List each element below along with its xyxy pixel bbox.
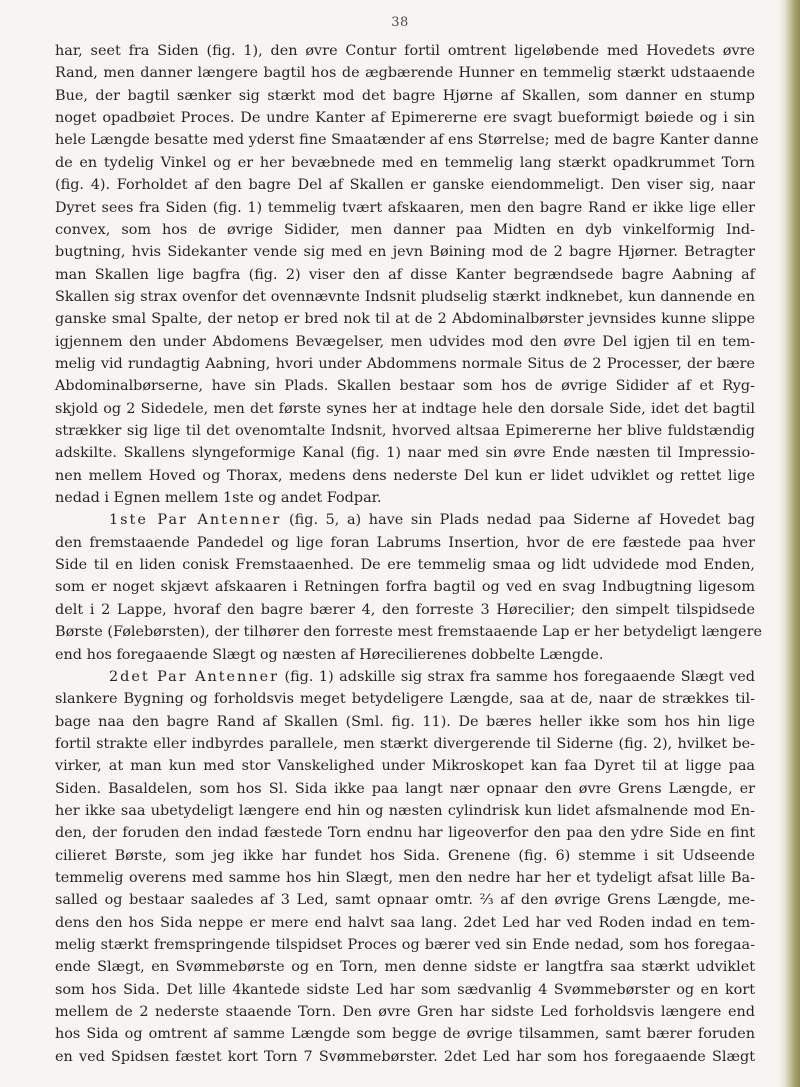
text-line: mellem de 2 nederste staaende Torn. Den øvre Gren har sidste Led forholdsvis længere end (55, 1004, 755, 1021)
paragraph-start (109, 509, 755, 531)
paragraph-start (109, 666, 755, 688)
text-line: hos Sida og omtrent af samme Længde som begge de øvrige tilsammen, samt bærer foruden (55, 1026, 755, 1043)
text-line: som hos Sida. Det lille 4kantede sidste Led har som sædvanlig 4 Svømmebørster og en kort (55, 981, 755, 998)
text-line: melig stærkt fremspringende tilspidset Proces og bærer ved sin Ende nedad, som hos foregaa- (55, 937, 755, 953)
page-number: 38 (391, 15, 409, 30)
text-line: fortil strakte eller indbyrdes parallele, men stærkt divergerende til Siderne (fig. 2), hvilket be- (55, 735, 755, 752)
text-line: noget opadbøiet Proces. De undre Kanter af Epimererne ere svagt bueformigt bøiede og i sin (55, 110, 755, 127)
text-line: Side til en liden conisk Fremstaaenhed. De ere temmelig smaa og lidt udvidede mod Enden, (55, 557, 755, 574)
text-line: ganske smal Spalte, der netop er bred nok til at de 2 Abdominalbørster jevnsides kunne slippe (55, 311, 755, 328)
text-line: dens den hos Sida neppe er mere end halvt saa lang. 2det Led har ved Roden indad en tem- (55, 914, 755, 931)
text-line: end hos foregaaende Slægt og næsten af Hørecilierenes dobbelte Længde. (55, 646, 604, 663)
text-line: convex, som hos de øvrige Sidider, men danner paa Midten en dyb vinkelformig Ind- (55, 221, 755, 238)
text-line: Bue, der bagtil sænker sig stærkt mod det bagre Hjørne af Skallen, som danner en stump (55, 87, 755, 104)
text-line: adskilte. Skallens slyngeformige Kanal (fig. 1) naar med sin øvre Ende næsten til Impressio- (55, 445, 755, 462)
text-line: salled og bestaar saaledes af 3 Led, samt opnaar omtr. ⅔ af den øvrige Grens Længde, me- (55, 892, 755, 909)
text-line: den, der foruden den indad fæstede Torn endnu har ligeoverfor den paa den ydre Side en fint (55, 825, 755, 842)
text-line: Skallen sig strax ovenfor det ovennævnte Indsnit pludselig stærkt indknebet, kun dannende en (55, 288, 755, 305)
text-line: temmelig overens med samme hos hin Slægt, men den nedre har her et tydeligt afsat lille Ba- (55, 870, 755, 886)
text-line: nen mellem Hoved og Thorax, medens dens nederste Del kun er lidet udviklet og rettet lige (55, 467, 755, 484)
paragraph-heading: 2det Par Antenner (109, 668, 279, 685)
text-span: (fig. 5, a) have sin Plads nedad paa Siderne af Hovedet bag (289, 512, 755, 529)
text-line: slankere Bygning og forholdsvis meget betydeligere Længde, saa at de, naar de strækkes til- (55, 691, 755, 708)
text-line: Børste (Følebørsten), der tilhører den forreste mest fremstaaende Lap er her betydeligt længere (55, 624, 762, 641)
text-line: man Skallen lige bagfra (fig. 2) viser den af disse Kanter begrændsede bagre Aabning af (55, 266, 755, 283)
text-line: den fremstaaende Pandedel og lige foran Labrums Insertion, hvor de ere fæstede paa hver (55, 534, 755, 551)
text-line: delt i 2 Lappe, hvoraf den bagre bærer 4, den forreste 3 Hørecilier; den simpelt tilspidsede (55, 601, 755, 618)
text-line: de en tydelig Vinkel og er her bevæbnede med en temmelig lang stærkt opadkrummet Torn (55, 154, 755, 171)
text-line: en ved Spidsen fæstet kort Torn 7 Svømmebørster. 2det Led har som hos foregaaende Slægt (55, 1048, 755, 1065)
text-span: (fig. 1) adskille sig strax fra samme hos foregaaende Slægt ved (284, 668, 755, 685)
text-line: skjold og 2 Sidedele, men det første synes her at indtage hele den dorsale Side, idet det bagtil (55, 400, 755, 417)
text-line: ende Slægt, en Svømmebørste og en Torn, men denne sidste er langtfra saa stærkt udviklet (55, 959, 755, 976)
page-edge-shadow (778, 0, 800, 1087)
text-line: bugtning, hvis Sidekanter vende sig med en jevn Bøining mod de 2 bagre Hjørner. Betragter (55, 244, 755, 261)
text-line: strækker sig lige til det ovenomtalte Indsnit, hvorved altsaa Epimererne her blive fuldstændig (55, 423, 755, 439)
text-line: (fig. 4). Forholdet af den bagre Del af Skallen er ganske eiendommeligt. Den viser sig, naar (55, 177, 755, 194)
text-line: Siden. Basaldelen, som hos Sl. Sida ikke paa langt nær opnaar den øvre Grens Længde, er (55, 780, 755, 797)
text-line: hele Længde besatte med yderst fine Smaatænder af ens Størrelse; med de bagre Kanter danne (55, 132, 759, 149)
text-line: melig vid rundagtig Aabning, hvori under Abdommens normale Situs de 2 Processer, der bære (55, 355, 755, 372)
text-line: nedad i Egnen mellem 1ste og andet Fodpar. (55, 490, 382, 506)
text-line: Abdominalbørserne, have sin Plads. Skallen bestaar som hos de øvrige Sidider af et Ryg- (55, 378, 755, 395)
text-line: virker, at man kun med stor Vanskelighed under Mikroskopet kan faa Dyret til at ligge paa (55, 758, 755, 775)
text-line: Dyret sees fra Siden (fig. 1) temmelig tvært afskaaren, men den bagre Rand er ikke lige eller (55, 199, 755, 216)
text-line: her ikke saa ubetydeligt længere end hin og næsten cylindrisk kun lidet afsmalnende mod En- (55, 802, 755, 819)
text-line: bage naa den bagre Rand af Skallen (Sml. fig. 11). De bæres heller ikke som hos hin lige (55, 713, 755, 730)
text-line: Rand, men danner længere bagtil hos de ægbærende Hunner en temmelig stærkt udstaaende (55, 65, 755, 82)
paragraph-heading: 1ste Par Antenner (109, 512, 282, 529)
text-line: cilieret Børste, som jeg ikke har fundet hos Sida. Grenene (fig. 6) stemme i sit Udseende (55, 847, 755, 864)
text-line: som er noget skjævt afskaaren i Retningen forfra bagtil og ved en svag Indbugtning ligesom (55, 579, 755, 596)
text-line: har, seet fra Siden (fig. 1), den øvre Contur fortil omtrent ligeløbende med Hovedets øvre (55, 43, 755, 59)
text-line: igjennem den under Abdomens Bevægelser, men udvides mod den øvre Del igjen til en tem- (55, 333, 755, 350)
